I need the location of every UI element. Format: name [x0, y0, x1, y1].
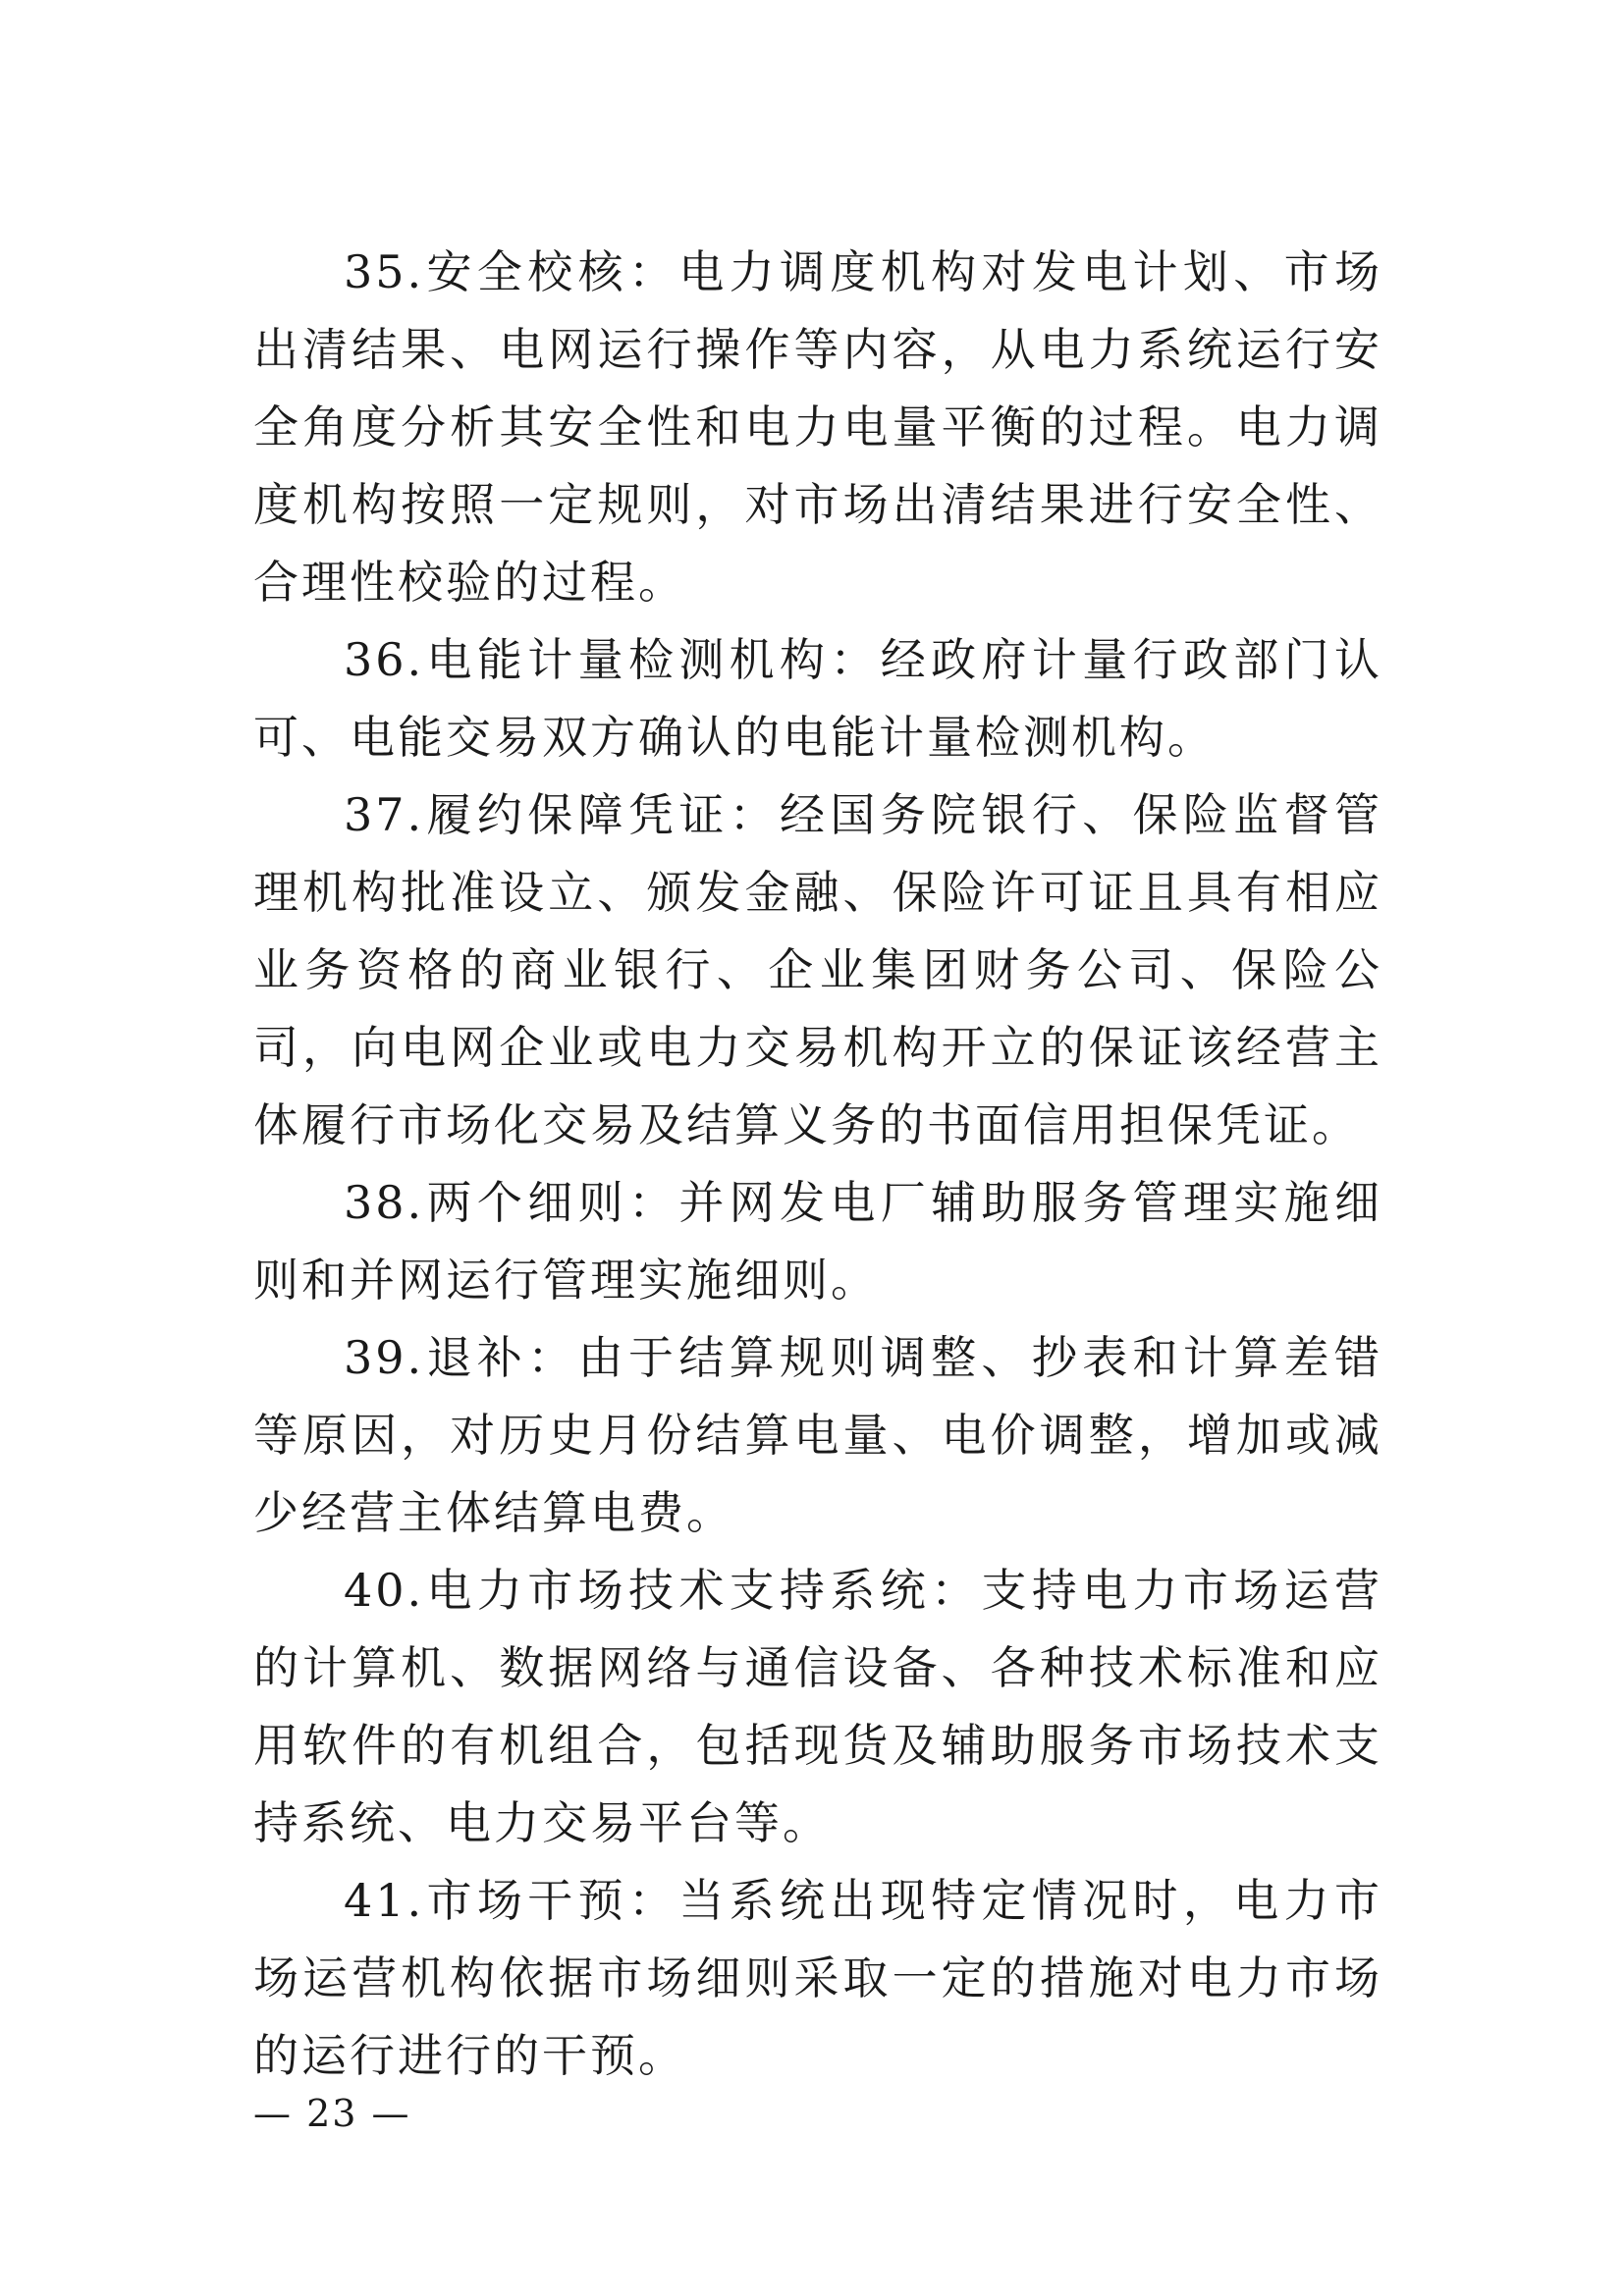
definition-41-paragraph: 41.市场干预：当系统出现特定情况时，电力市场运营机构依据市场细则采取一定的措施对电力市场的运行进行的干预。	[253, 1874, 1382, 2082]
page-number: — 23 —	[253, 2092, 411, 2135]
definition-37-paragraph: 37.履约保障凭证：经国务院银行、保险监督管理机构批准设立、颁发金融、保险许可证且具有相应业务资格的商业银行、企业集团财务公司、保险公司，向电网企业或电力交易机构开立的保证该经营主体履行市场化交易及结算义务的书面信用担保凭证。	[253, 788, 1382, 1151]
document-body	[253, 234, 1382, 2095]
definition-36-paragraph: 36.电能计量检测机构：经政府计量行政部门认可、电能交易双方确认的电能计量检测机构。	[253, 633, 1382, 764]
definition-35-paragraph: 35.安全校核：电力调度机构对发电计划、市场出清结果、电网运行操作等内容，从电力系统运行安全角度分析其安全性和电力电量平衡的过程。电力调度机构按照一定规则，对市场出清结果进行安全性、合理性校验的过程。	[253, 245, 1382, 609]
definition-39-paragraph: 39.退补：由于结算规则调整、抄表和计算差错等原因，对历史月份结算电量、电价调整，增加或减少经营主体结算电费。	[253, 1331, 1382, 1539]
definition-40-paragraph: 40.电力市场技术支持系统：支持电力市场运营的计算机、数据网络与通信设备、各种技术标准和应用软件的有机组合，包括现货及辅助服务市场技术支持系统、电力交易平台等。	[253, 1564, 1382, 1849]
definition-38-paragraph: 38.两个细则：并网发电厂辅助服务管理实施细则和并网运行管理实施细则。	[253, 1176, 1382, 1307]
